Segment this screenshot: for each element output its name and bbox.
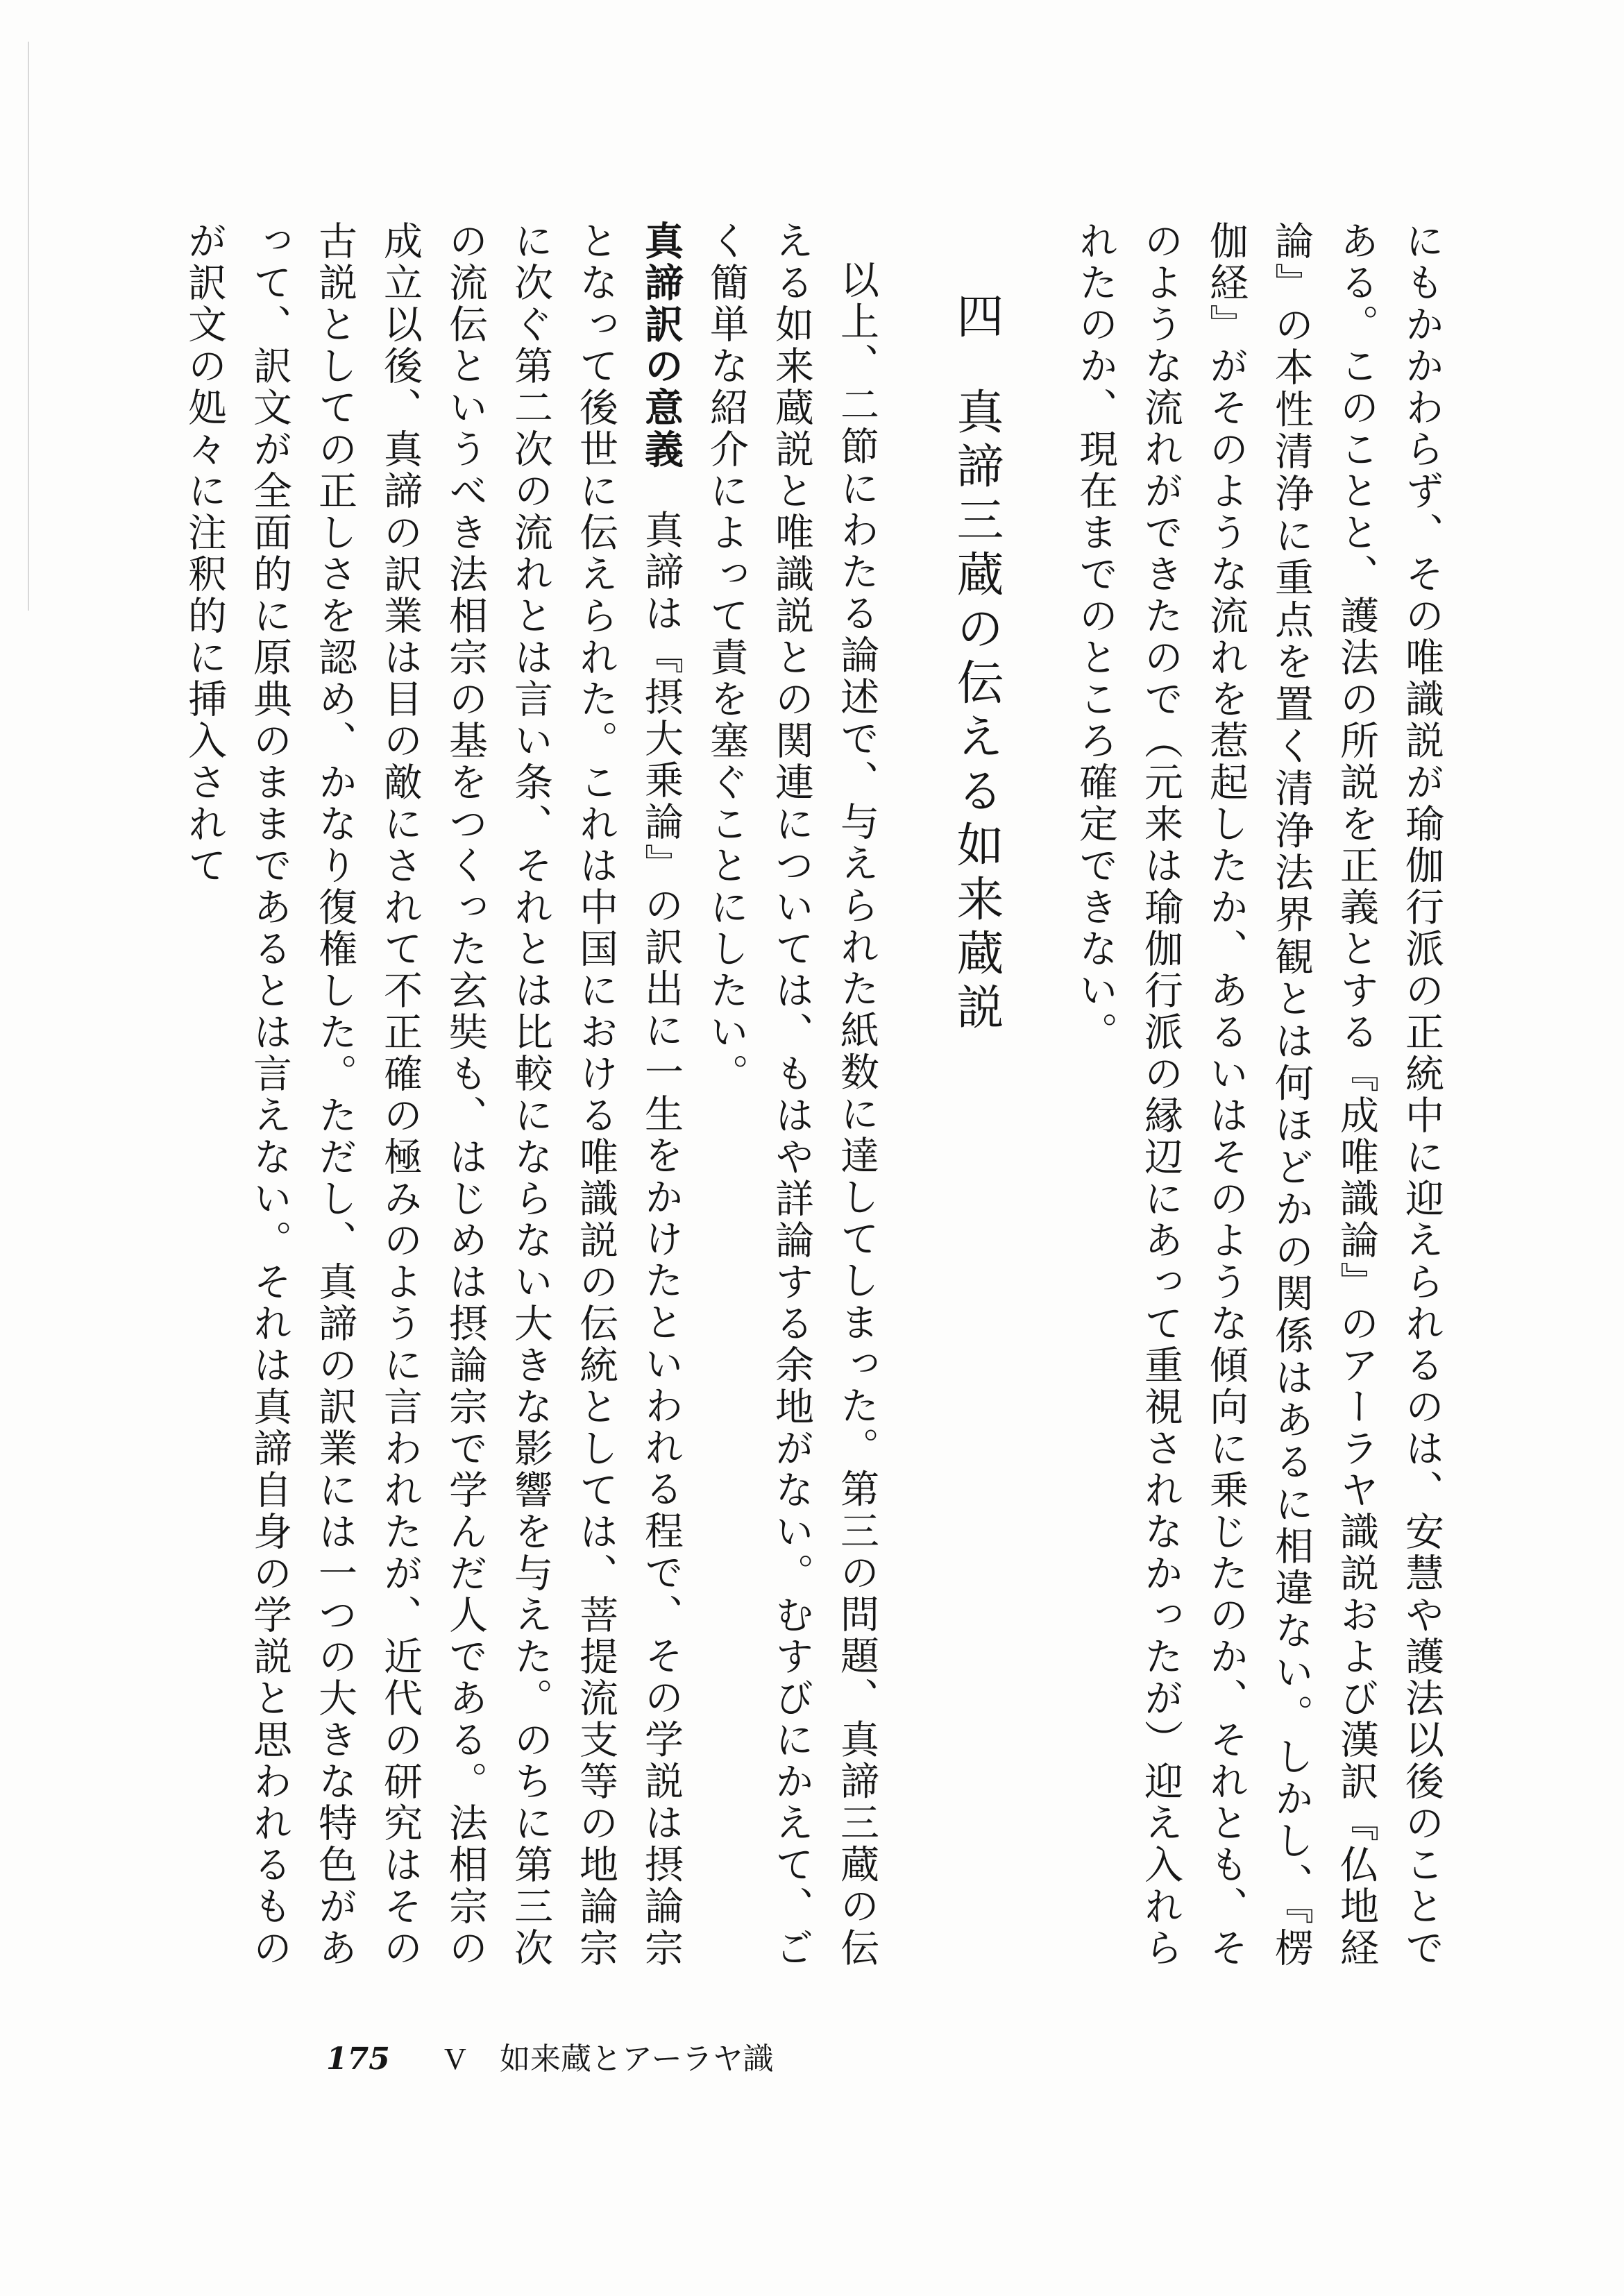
section-heading <box>889 221 1063 1969</box>
paragraph-topic <box>171 221 693 1969</box>
section-title: 真諦三蔵の伝える如来蔵説 <box>949 387 1004 1037</box>
chapter-title: 如来蔵とアーラヤ識 <box>500 2041 774 2077</box>
chapter-number: V <box>444 2042 466 2076</box>
section-number: 四 <box>949 291 1004 346</box>
body-text <box>171 221 1454 1969</box>
scan-edge-line <box>28 42 29 611</box>
page-number: 175 <box>326 2041 390 2077</box>
paragraph-continuation: にもかかわらず、その唯識説が瑜伽行派の正統中に迎えられるのは、安慧や護法以後のことである。このことと、護法の所説を正義とする『成唯識論』のアーラヤ識説および漢訳『仏地経論』の本性清浄に重点を置く清浄法界観とは何ほどかの関係はあるに相違ない。しかし、『楞伽経』がそのような流れを惹起したか、あるいはそのような傾向に乗じたのか、それとも、そのような流れができたので（元来は瑜伽行派の縁辺にあって重視されなかったが）迎え入れられたのか、現在までのところ確定できない。 <box>1073 221 1444 1969</box>
topic-label: 真諦訳の意義 <box>638 221 684 471</box>
page-footer <box>326 2039 774 2080</box>
paragraph-intro: 以上、二節にわたる論述で、与えられた紙数に達してしまった。第三の問題、真諦三蔵の伝える如来蔵説と唯識説との関連については、もはや詳論する余地がない。むすびにかえて、ごく簡単な紹介によって責を塞ぐことにしたい。 <box>704 221 879 1969</box>
paragraph-topic-body: 真諦は『摂大乗論』の訳出に一生をかけたといわれる程で、その学説は摂論宗となって後世に伝えられた。これは中国における唯識説の伝統としては、菩提流支等の地論宗に次ぐ第二次の流れとは言い条、それとは比較にならない大きな影響を与えた。のちに第三次の流伝というべき法相宗の基をつくった玄奘も、はじめは摂論宗で学んだ人である。法相宗の成立以後、真諦の訳業は目の敵にされて不正確の極みのように言われたが、近代の研究はその古説としての正しさを認め、かなり復権した。ただし、真諦の訳業には一つの大きな特色があって、訳文が全面的に原典のままであるとは言えない。それは真諦自身の学説と思われるものが訳文の処々に注釈的に挿入されて <box>182 221 684 1970</box>
